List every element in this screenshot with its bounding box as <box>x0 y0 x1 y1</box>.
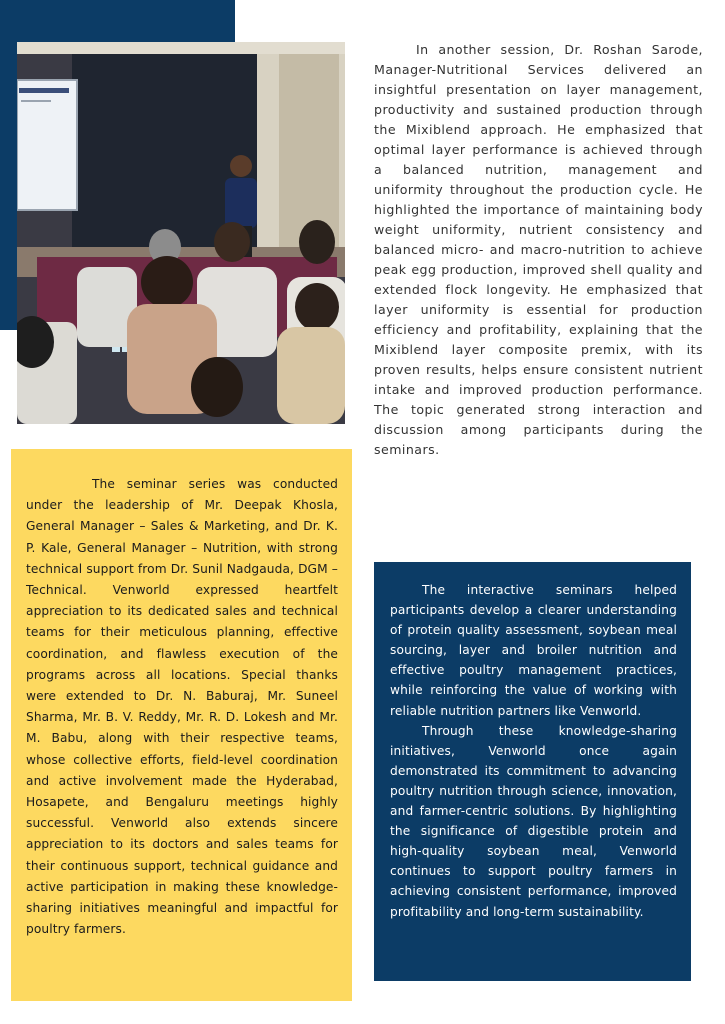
summary-paragraph-1: The interactive seminars helped participants develop a clearer understanding of protein quality assessment, soybean meal sourcing, layer and broiler nutrition and effective poultry management practices, while reinforcing the value of working with reliable nutrition partners like Venworld. <box>390 583 677 718</box>
session-paragraph: In another session, Dr. Roshan Sarode, Manager-Nutritional Services delivered an insightful presentation on layer management, productivity and sustained production through the Mixiblend approach. He emphasized that optimal layer performance is achieved through a balanced nutrition, management and uniformity throughout the production cycle. He highlighted the importance of maintaining body weight uniformity, nutrient consistency and balanced micro- and macro-nutrition to achieve peak egg production, improved shell quality and extended flock longevity. He emphasized that layer uniformity is essential for production efficiency and profitability, explaining that the Mixiblend layer composite premix, with its proven results, helps ensure consistent nutrient intake and improved production performance. The topic generated strong interaction and discussion among participants during the seminars. <box>374 42 703 457</box>
leadership-paragraph: The seminar series was conducted under the leadership of Mr. Deepak Khosla, General Manager – Sales & Marketing, and Dr. K. P. Kale, General Manager – Nutrition, with strong technical support from Dr. Sunil Nadgauda, DGM – Technical. Venworld expressed heartfelt appreciation to its dedicated sales and technical teams for their meticulous planning, effective coordination, and flawless execution of the programs across all locations. Special thanks were extended to Dr. N. Baburaj, Mr. Suneel Sharma, Mr. B. V. Reddy, Mr. R. D. Lokesh and Mr. M. Babu, along with their respective teams, whose collective efforts, field-level coordination and active involvement made the Hyderabad, Hosapete, and Bengaluru meetings highly successful. Venworld also extends sincere appreciation to its doctors and sales teams for their continuous support, technical guidance and active participation in making these knowledge-sharing initiatives meaningful and impactful for poultry farmers. <box>26 477 338 937</box>
summary-paragraph-2: Through these knowledge-sharing initiatives, Venworld once again demonstrated its commitment to advancing poultry nutrition through science, innovation, and farmer-centric solutions. By highlighting the significance of digestible protein and high-quality soybean meal, Venworld continues to support poultry farmers in achieving consistent performance, improved profitability and long-term sustainability. <box>390 723 677 919</box>
seminar-photo <box>17 42 345 424</box>
seminar-photo-illustration <box>17 42 345 424</box>
summary-text <box>390 580 677 922</box>
